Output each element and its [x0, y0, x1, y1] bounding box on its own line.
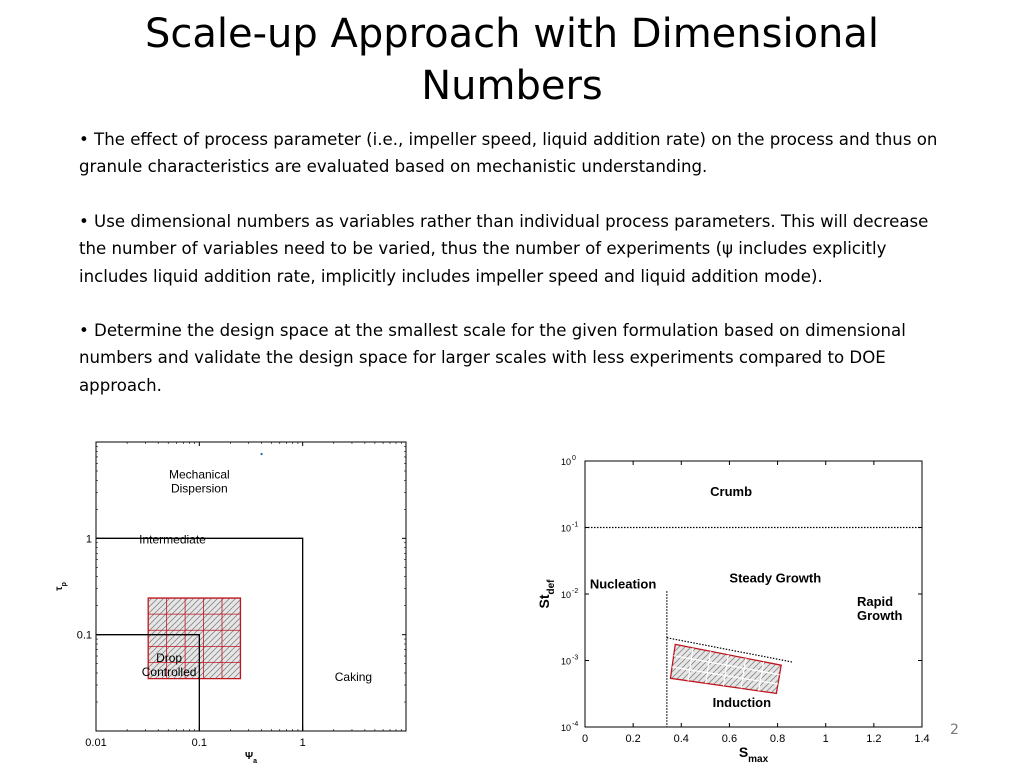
regime-label: Drop — [156, 651, 183, 666]
regime-label: Induction — [712, 694, 772, 710]
y-axis-label-sub: def — [546, 579, 557, 595]
x-tick-label: 1.2 — [866, 733, 882, 745]
y-tick-label — [561, 457, 571, 467]
x-tick-label: 0.8 — [769, 733, 786, 745]
regime-label: Controlled — [141, 665, 197, 680]
y-tick-label: 0.1 — [76, 629, 92, 642]
regime-label: Mechanical — [168, 467, 230, 482]
bullet-item: • The effect of process parameter (i.e., impeller speed, liquid addition rate) on the process and thus on granule characteristics are evaluated based on mechanistic understanding. — [79, 130, 938, 177]
regime-label: Caking — [334, 670, 373, 685]
y-tick-exponent: -4 — [572, 721, 579, 728]
x-tick-label: 0.2 — [625, 733, 641, 745]
regime-label: Growth — [857, 608, 903, 624]
x-tick-label: 1.4 — [914, 733, 930, 745]
y-axis-label-main: St — [536, 594, 552, 609]
x-axis-label-main: Ψ — [245, 751, 254, 762]
y-tick-base: 10 — [560, 723, 571, 733]
y-tick-base: 10 — [560, 523, 571, 534]
x-tick-label: 0.6 — [721, 733, 738, 745]
y-tick-label — [561, 590, 571, 600]
y-axis-label-sub: p — [61, 582, 68, 587]
y-tick-label — [561, 723, 571, 733]
x-tick-label: 1 — [822, 733, 829, 745]
x-tick-label: 0.1 — [191, 737, 207, 749]
y-tick-base: 10 — [560, 590, 571, 600]
slide-title: Scale-up Approach with Dimensional Numbers — [144, 11, 880, 109]
y-tick-exponent: -1 — [572, 521, 579, 529]
x-tick-label: 0.01 — [85, 737, 107, 749]
y-axis-label-main: τ — [54, 586, 65, 591]
y-axis-label — [536, 579, 557, 609]
y-tick-base: 10 — [560, 457, 571, 467]
slide-number: 2 — [950, 722, 959, 738]
x-tick-label: 0 — [581, 733, 589, 745]
regime-label: Nucleation — [589, 576, 657, 592]
x-axis-label-main: S — [738, 744, 749, 760]
y-tick-label — [561, 657, 571, 667]
x-axis-label — [739, 744, 769, 765]
regime-label: Intermediate — [139, 532, 206, 547]
y-tick-exponent: -3 — [572, 654, 579, 662]
y-tick-exponent: 0 — [572, 455, 576, 462]
y-tick-label — [561, 524, 571, 534]
bullet-item: • Determine the design space at the smallest scale for the given formulation based on dimensional numbers and validate the design space for larger scales with less experiments compared to DOE approach. — [79, 321, 906, 395]
x-axis-label-sub: a — [253, 758, 257, 765]
x-tick-label: 1 — [299, 737, 306, 749]
regime-label: Rapid — [857, 594, 894, 610]
regime-label: Crumb — [710, 483, 753, 499]
x-tick-label: 0.4 — [673, 733, 689, 745]
y-tick-base: 10 — [560, 656, 571, 667]
y-tick-exponent: -2 — [572, 588, 579, 595]
y-tick-label: 1 — [85, 533, 92, 546]
bullet-item: • Use dimensional numbers as variables rather than individual process parameters. This will decrease the number of variables need to be varied, thus the number of experiments (ψ includes explicitly includes liquid addition rate, implicitly includes impeller speed and liquid addition mode). — [79, 211, 929, 286]
regime-label: Dispersion — [170, 481, 228, 496]
x-axis-label-sub: max — [748, 754, 769, 765]
regime-label: Steady Growth — [729, 570, 822, 586]
